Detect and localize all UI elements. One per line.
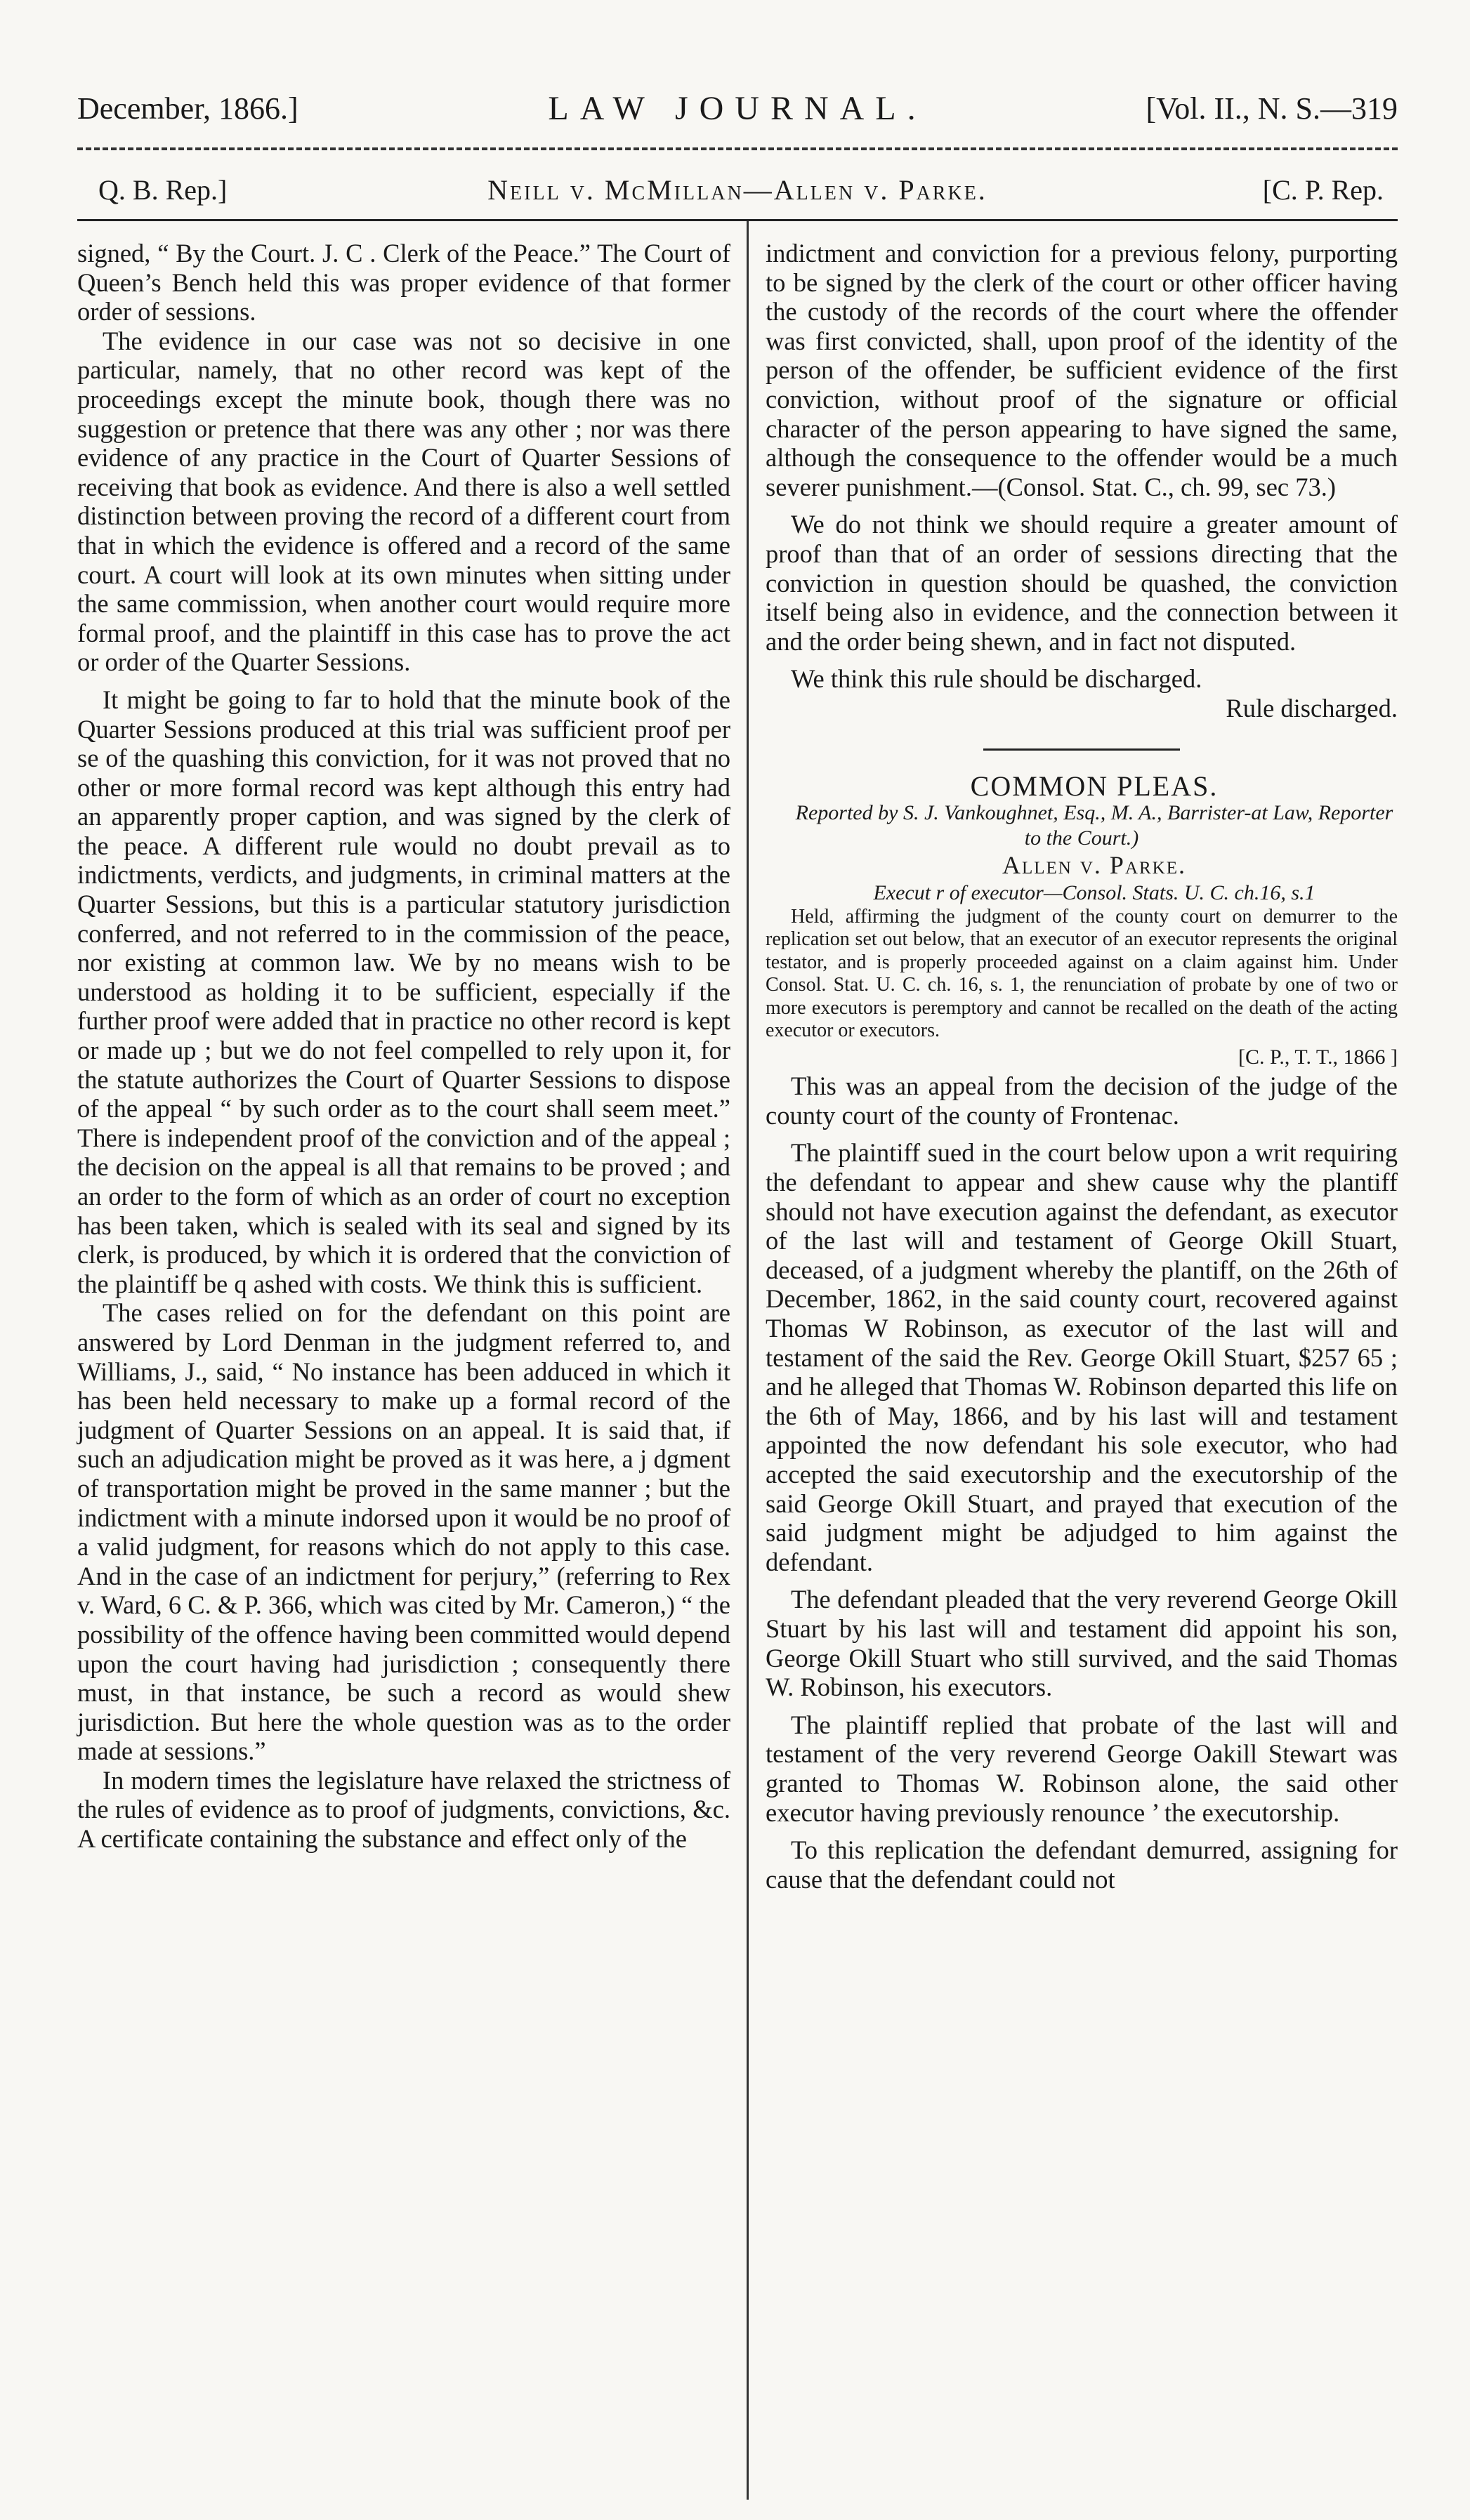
paragraph: The defendant pleaded that the very reverend George Okill Stuart by his last will and testament did appoint his son, George Okill Stuart who still survived, and the said Thomas W. Robinson, his executors. <box>766 1585 1398 1702</box>
column-divider <box>747 221 749 2500</box>
court-term: [C. P., T. T., 1866 ] <box>1238 1045 1398 1069</box>
paragraph: The cases relied on for the defendant on this point are answered by Lord Denman in the judgment referred to, and Williams, J., said, “ No instance has been adduced in which it has been held necessary to make up a formal record of the judgment of Quarter Sessions on an appeal. It is said that, if such an adjudication might be proved as it was here, a j dgment of transportation might be proved in the same manner ; but the indictment with a minute indorsed upon it would be no proof of a valid judgment, for reasons which do not apply to this case. And in the case of an indictment for perjury,” (referring to Rex v. Ward, 6 C. & P. 366, which was cited by Mr. Cameron,) “ the possibility of the offence having been committed would depend upon the court having had jurisdiction ; consequently there must, in that instance, be such a record as would shew jurisdiction. But here the whole question was as to the order made at sessions.” <box>77 1298 730 1766</box>
paragraph: The evidence in our case was not so decisive in one particular, namely, that no other record was kept of the proceedings except the minute book, though there was no suggestion or pretence that there was any other ; nor was there evidence of any practice in the Court of Quarter Sessions of receiving that book as evidence. And there is also a well settled distinction between proving the record of a different court from that in which the evidence is offered and a record of the same court. A court will look at its own minutes when sitting under the same commission, when another court would require more formal proof, and the plaintiff in this case has to prove the act or order of the Quarter Sessions. <box>77 326 730 677</box>
paragraph: signed, “ By the Court. J. C . Clerk of the Peace.” The Court of Queen’s Bench held this was proper evidence of that former order of sessions. <box>77 239 730 326</box>
header-volume-page: [Vol. II., N. S.—319 <box>1146 91 1398 126</box>
paragraph: To this replication the defendant demurred, assigning for cause that the defendant could not <box>766 1835 1398 1894</box>
paragraph: In modern times the legislature have relaxed the strictness of the rules of evidence as to proof of judgments, convictions, &c. A certificate containing the substance and effect only of the <box>77 1765 730 1854</box>
paragraph: This was an appeal from the decision of the judge of the county court of the county of Frontenac. <box>766 1071 1398 1130</box>
section-separator <box>983 748 1180 751</box>
left-column <box>77 239 730 1854</box>
case-header <box>77 166 1398 215</box>
reporter-line: Reported by S. J. Vankoughnet, Esq., M. A., Barrister-at Law, Reporter to the Court.) <box>795 801 1393 850</box>
court-right: [C. P. Rep. <box>1262 174 1384 206</box>
headnote: Held, affirming the judgment of the county court on demurrer to the replication set out below, that an executor of an executor represents the original testator, and is properly proceeded against on a claim against him. Under Consol. Stat. U. C. ch. 16, s. 1, the renunciation of probate by one of two or more executors is peremptory and cannot be recalled on the death of the acting executor or executors. <box>766 905 1398 1042</box>
ruling: Rule discharged. <box>1226 693 1398 723</box>
header-date: December, 1866.] <box>77 91 298 126</box>
right-column <box>766 239 1398 1894</box>
header-dashed-rule <box>77 147 1398 150</box>
case-title: Allen v. Parke. <box>1002 851 1186 880</box>
paragraph: The plaintiff replied that probate of the last will and testament of the very reverend George Oakill Stewart was granted to Thomas W. Robinson alone, the said other executor having previously renounce ’ the executorship. <box>766 1710 1398 1827</box>
header-solid-rule <box>77 219 1398 221</box>
court-left: Q. B. Rep.] <box>98 174 228 206</box>
journal-title: LAW JOURNAL. <box>548 90 927 127</box>
section-title: COMMON PLEAS. <box>970 770 1219 802</box>
paragraph: We do not think we should require a greater amount of proof than that of an order of sessions directing that the conviction in question should be quashed, the conviction itself being also in evidence, and the connection between it and the order being shewn, and in fact not disputed. <box>766 510 1398 656</box>
paragraph: We think this rule should be discharged. <box>791 664 1202 694</box>
paragraph: indictment and conviction for a previous felony, purporting to be signed by the clerk of the court or other officer having the custody of the records of the court where the offender was first convicted, shall, upon proof of the identity of the person of the offender, be sufficient evidence of the first conviction, without proof of the signature or official character of the person appearing to have signed the same, although the consequence to the offender would be a much severer punishment.—(Consol. Stat. C., ch. 99, sec 73.) <box>766 239 1398 501</box>
headnote-subject: Execut r of executor—Consol. Stats. U. C. ch.16, s.1 <box>873 880 1315 904</box>
running-header <box>77 84 1398 133</box>
paragraph: It might be going to far to hold that the minute book of the Quarter Sessions produced at this trial was sufficient proof per se of the quashing this conviction, for it was not proved that no other or more formal record was kept although this entry had an apparently proper caption, and was signed by the clerk of the peace. A different rule would no doubt prevail as to indictments, verdicts, and judgments, in criminal matters at the Quarter Sessions, but this is a particular statutory jurisdiction conferred, and not referred to in the commission of the peace, nor existing at common law. We by no means wish to be understood as holding it to be sufficient, especially if the further proof were added that in practice no other record is kept or made up ; but we do not feel compelled to rely upon it, for the statute authorizes the Court of Quarter Sessions to dispose of the appeal “ by such order as to the court shall seem meet.” There is independent proof of the conviction and of the appeal ; the decision on the appeal is all that remains to be proved ; and an order to the form of which as an order of court no exception has been taken, which is sealed with its seal and signed by its clerk, is produced, by which it is ordered that the conviction of the plaintiff be q ashed with costs. We think this is sufficient. <box>77 685 730 1298</box>
paragraph: The plaintiff sued in the court below upon a writ requiring the defendant to appear and shew cause why the plantiff should not have execution against the defendant, as executor of the last will and testament of George Okill Stuart, deceased, of a judgment whereby the plantiff, on the 26th of December, 1862, in the said county court, recovered against Thomas W Robinson, as executor of the last will and testament of the said the Rev. George Okill Stuart, $257 65 ; and he alleged that Thomas W. Robinson departed this life on the 6th of May, 1866, and by his last will and testament appointed the now defendant his sole executor, who had accepted the said executorship and the executorship of the said George Okill Stuart, and prayed that execution of the said judgment might be adjudged to him against the defendant. <box>766 1138 1398 1576</box>
case-names: Neill v. McMillan—Allen v. Parke. <box>487 174 987 206</box>
